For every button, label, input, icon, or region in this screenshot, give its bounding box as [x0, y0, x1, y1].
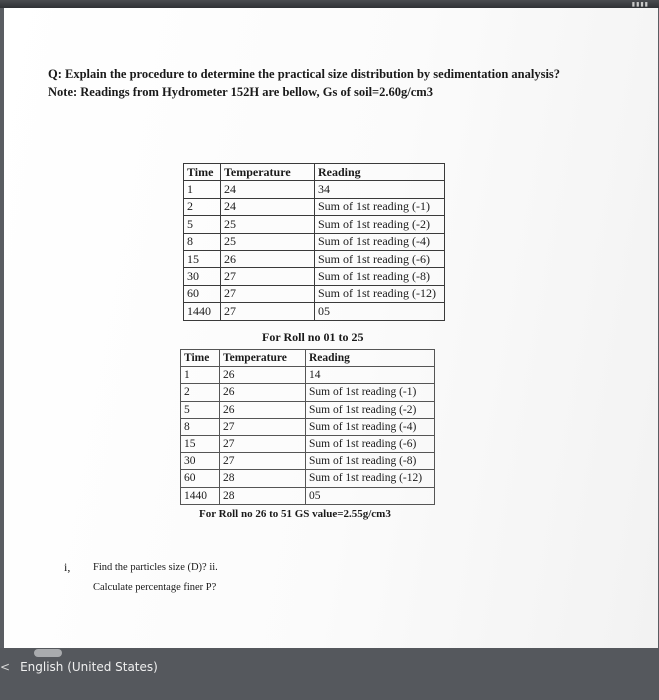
- window-dots-icon: ▮▮▮▮: [631, 1, 649, 8]
- readings-table-roll-26-51: [180, 349, 435, 505]
- cell-reading: Sum of 1st reading (-12): [315, 285, 445, 302]
- cell-time: 15: [181, 435, 220, 452]
- cell-reading: Sum of 1st reading (-2): [315, 216, 445, 233]
- cell-time: 30: [181, 453, 220, 470]
- readings-table-roll-01-25: [183, 163, 445, 321]
- cell-reading: 34: [315, 181, 445, 198]
- table-row: [181, 418, 435, 435]
- cell-reading: Sum of 1st reading (-1): [306, 384, 435, 401]
- question-block: [48, 65, 560, 101]
- cell-reading: 14: [306, 367, 435, 384]
- cell-time: 60: [184, 285, 221, 302]
- cell-temperature: 26: [220, 384, 306, 401]
- table-row: [184, 303, 445, 320]
- task-particle-size: Find the particles size (D)? ii.: [93, 562, 218, 573]
- cell-time: 1440: [181, 487, 220, 504]
- status-bar: [0, 648, 659, 700]
- cell-reading: Sum of 1st reading (-8): [315, 268, 445, 285]
- task-percentage-finer: Calculate percentage finer P?: [93, 582, 217, 593]
- cell-temperature: 26: [220, 367, 306, 384]
- question-text: Q: Explain the procedure to determine the practical size distribution by sedimentation analysis?: [48, 67, 561, 81]
- table-row: [181, 435, 435, 452]
- cell-time: 30: [184, 268, 221, 285]
- cell-temperature: 27: [220, 418, 306, 435]
- cell-reading: Sum of 1st reading (-6): [306, 435, 435, 452]
- document-photo: [4, 8, 658, 648]
- cell-time: 1: [184, 181, 221, 198]
- table-row: [184, 250, 445, 267]
- table-row: [181, 470, 435, 487]
- cell-reading: Sum of 1st reading (-8): [306, 453, 435, 470]
- cell-temperature: 24: [221, 181, 315, 198]
- table-row: [181, 487, 435, 504]
- header-time: Time: [181, 350, 220, 367]
- language-label: English (United States): [20, 660, 158, 674]
- cell-time: 2: [184, 198, 221, 215]
- cell-temperature: 26: [220, 401, 306, 418]
- cell-time: 8: [184, 233, 221, 250]
- cell-temperature: 25: [221, 216, 315, 233]
- table-header-row: [181, 350, 435, 367]
- header-time: Time: [184, 164, 221, 181]
- cell-reading: 05: [315, 303, 445, 320]
- note-text: Note: Readings from Hydrometer 152H are bellow, Gs of soil=2.60g/cm3: [48, 85, 433, 99]
- cell-temperature: 27: [221, 285, 315, 302]
- handle-pill-icon[interactable]: [34, 649, 62, 657]
- cell-time: 5: [181, 401, 220, 418]
- cell-reading: Sum of 1st reading (-12): [306, 470, 435, 487]
- cell-temperature: 24: [221, 198, 315, 215]
- cell-temperature: 27: [220, 435, 306, 452]
- top-bar: [0, 0, 659, 8]
- language-indicator[interactable]: [0, 660, 158, 674]
- cell-reading: Sum of 1st reading (-4): [306, 418, 435, 435]
- table-row: [181, 401, 435, 418]
- cell-reading: 05: [306, 487, 435, 504]
- cell-time: 8: [181, 418, 220, 435]
- cell-temperature: 26: [221, 250, 315, 267]
- table2-caption: For Roll no 26 to 51 GS value=2.55g/cm3: [199, 508, 391, 520]
- cell-reading: Sum of 1st reading (-6): [315, 250, 445, 267]
- cell-time: 15: [184, 250, 221, 267]
- cell-reading: Sum of 1st reading (-1): [315, 198, 445, 215]
- cell-time: 1: [181, 367, 220, 384]
- header-reading: Reading: [306, 350, 435, 367]
- table-header-row: [184, 164, 445, 181]
- task-bullet: i,: [64, 560, 71, 574]
- cell-time: 2: [181, 384, 220, 401]
- header-temperature: Temperature: [220, 350, 306, 367]
- cell-temperature: 28: [220, 470, 306, 487]
- cell-temperature: 28: [220, 487, 306, 504]
- cell-temperature: 25: [221, 233, 315, 250]
- cell-time: 1440: [184, 303, 221, 320]
- table-row: [181, 453, 435, 470]
- header-temperature: Temperature: [221, 164, 315, 181]
- table-row: [181, 384, 435, 401]
- cell-temperature: 27: [221, 303, 315, 320]
- cell-time: 60: [181, 470, 220, 487]
- table-row: [184, 268, 445, 285]
- table-row: [184, 233, 445, 250]
- header-reading: Reading: [315, 164, 445, 181]
- cell-reading: Sum of 1st reading (-4): [315, 233, 445, 250]
- table-row: [184, 181, 445, 198]
- cell-temperature: 27: [220, 453, 306, 470]
- table-row: [181, 367, 435, 384]
- cell-time: 5: [184, 216, 221, 233]
- cell-reading: Sum of 1st reading (-2): [306, 401, 435, 418]
- table-row: [184, 216, 445, 233]
- table1-caption: For Roll no 01 to 25: [262, 330, 364, 344]
- chevron-left-icon[interactable]: <: [0, 660, 11, 674]
- table-row: [184, 198, 445, 215]
- cell-temperature: 27: [221, 268, 315, 285]
- table-row: [184, 285, 445, 302]
